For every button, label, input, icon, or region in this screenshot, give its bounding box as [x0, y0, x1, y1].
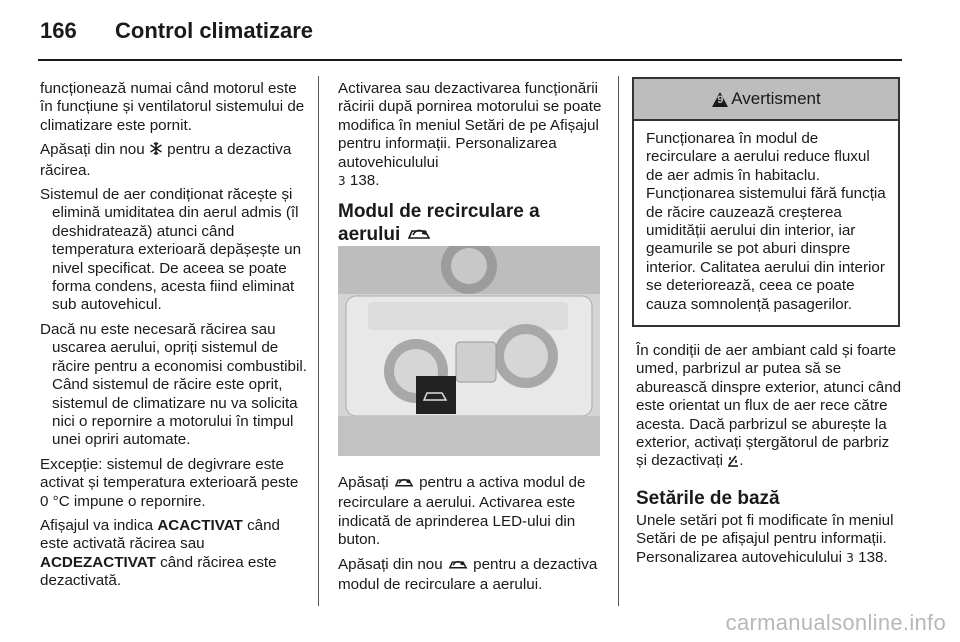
page-title: Control climatizare [115, 18, 314, 43]
col2-paragraph-2: Apăsați pentru a activa modul de recirculare a aerului. Activarea este indicată de aprinderea LED-ului din buton. [338, 474, 586, 549]
snowflake-icon [149, 141, 163, 161]
page-number: 166 [40, 18, 77, 43]
climate-control-photo [338, 246, 600, 456]
warning-header [634, 79, 898, 121]
warning-box [632, 77, 900, 327]
col1-paragraph-3: Sistemul de aer condiționat răcește și elimină umiditatea din aerul admis (îl deshidratează) atunci când temperatura exterioară depășește un nivel specificat. De aceea se poate forma condens, acesta fiind eliminat sub autovehicul. [40, 186, 302, 314]
wiper-icon [727, 454, 739, 472]
warning-title: Avertisment [731, 89, 821, 108]
col1-paragraph-2: Apăsați din nou pentru a dezactiva răcirea. [40, 141, 292, 179]
col1-paragraph-1: funcționează numai când motorul este în funcțiune și ventilatorul sistemului de climatizare este pornit. [40, 80, 305, 134]
column-divider-2 [618, 76, 619, 606]
warning-triangle-icon: 9 [711, 91, 729, 108]
col1-paragraph-4: Dacă nu este necesară răcirea sau uscarea aerului, opriți sistemul de răcire pentru a economisi combustibil. Când sistemul de răcire este oprit, sistemul de climatizare nu va solicita nici o repornire a motorului în timpul unei opriri automate. [40, 320, 307, 449]
col1-paragraph-6: Afișajul va indica ACACTIVAT când este activată răcirea sau ACDEZACTIVAT când răcirea este dezactivată. [40, 516, 280, 590]
warning-body: Funcționarea în modul de recirculare a aerului reduce fluxul de aer admis în habitaclu. Funcționarea sistemului fără funcția de răcire cauzează creșterea umidității aerului din interior, iar geamurile se pot aburi dinspre interior. Calitatea aerului din interior se deteriorează, ceea ce poate cauza somnolență pasagerilor. [646, 130, 886, 313]
column-2-lower [338, 474, 606, 600]
recirculation-icon [447, 558, 469, 576]
basic-settings-heading: Setările de bază [636, 487, 780, 509]
page-header [0, 0, 960, 62]
col3-paragraph-1: În condiții de aer ambiant cald și foarte umed, parbrizul ar putea să se aburească dinspre exterior, atunci când este orientat un flux de aer rece către acesta. Dacă parbrizul se aburește la exterior, activați ștergătorul de parbriz și dezactivați . [636, 342, 904, 473]
column-divider-1 [318, 76, 319, 606]
recirculation-heading: Modul de recirculare a aerului [338, 200, 606, 248]
header-rule [38, 59, 902, 61]
page-reference-icon: 3 [846, 550, 854, 565]
watermark: carmanualsonline.info [725, 610, 946, 635]
col2-paragraph-1: Activarea sau dezactivarea funcționării răcirii după pornirea motorului se poate modifica în meniul Setări de pe Afișajul pentru informații. Personalizarea autovehiculului 3 138. [338, 80, 602, 190]
recirculation-icon [406, 225, 432, 248]
page-reference-icon: 3 [338, 174, 346, 189]
column-2 [338, 80, 606, 256]
recirculation-icon [393, 476, 415, 494]
column-1 [40, 80, 308, 597]
col1-paragraph-5: Excepție: sistemul de degivrare este activat și temperatura exterioară peste 0 °C impune o repornire. [40, 455, 299, 510]
col2-paragraph-3: Apăsați din nou pentru a dezactiva modul de recirculare a aerului. [338, 555, 598, 594]
column-3 [636, 342, 904, 573]
col3-paragraph-2: Unele setări pot fi modificate în meniul Setări de pe afișajul pentru informații. Personalizarea autovehiculului 3 138. [636, 511, 894, 566]
